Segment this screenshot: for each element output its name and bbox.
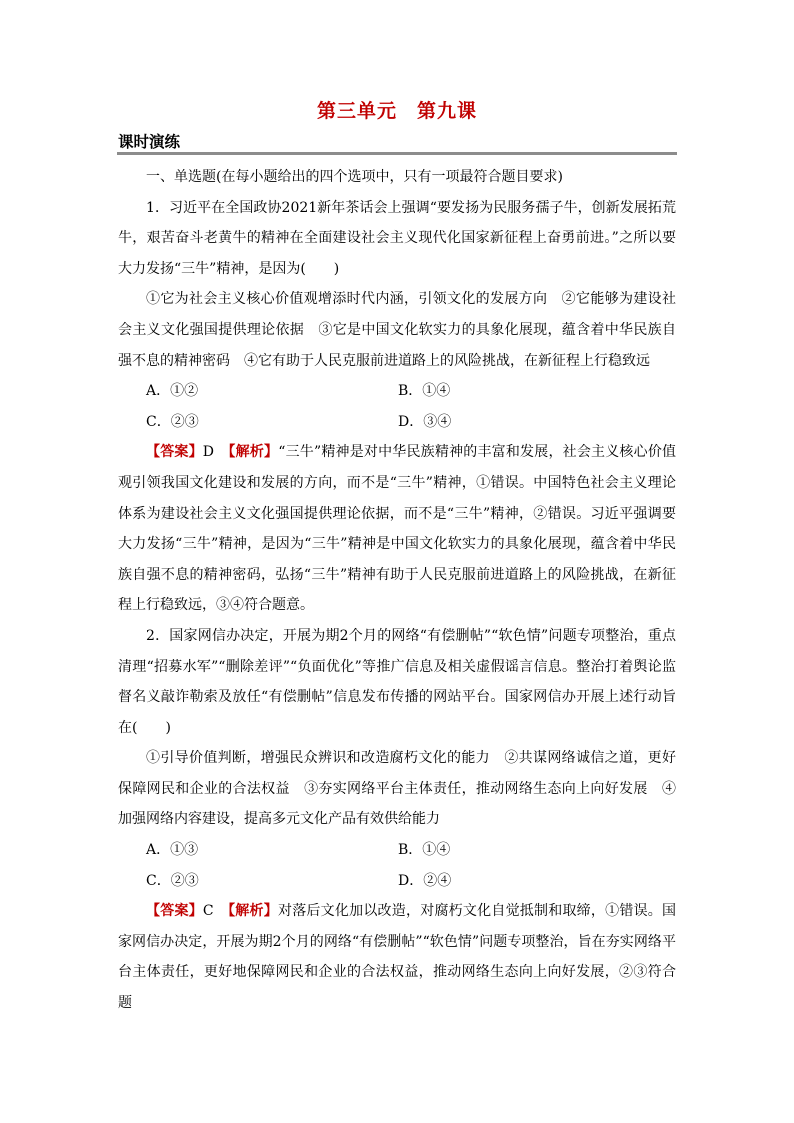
analysis-tag: 【解析】	[228, 444, 279, 461]
option-b: B．①④	[398, 842, 451, 859]
option-row	[118, 866, 676, 897]
option-a: A．①③	[146, 842, 199, 859]
divider	[117, 152, 677, 155]
question-statements: ①它为社会主义核心价值观增添时代内涵，引领文化的发展方向 ②它能够为建设社会主义文化强国提供理论依据 ③它是中国文化软实力的具象化展现，蕴含着中华民族自强不息的精神密码 ④它有助于人民克服前进道路上的风险挑战，在新征程上行稳致远	[118, 291, 676, 369]
question-1	[118, 193, 676, 621]
question-statements: ①引导价值判断，增强民众辨识和改造腐朽文化的能力 ②共谋网络诚信之道，更好保障网民和企业的合法权益 ③夯实网络平台主体责任，推动网络生态向上向好发展 ④加强网络内容建设，提高多元文化产品有效供给能力	[118, 750, 676, 828]
option-a: A．①②	[146, 383, 199, 400]
answer-value: C	[202, 903, 229, 920]
option-row	[118, 407, 676, 438]
instruction: 一、单选题(在每小题给出的四个选项中，只有一项最符合题目要求)	[146, 169, 563, 185]
answer-tag: 【答案】	[146, 903, 203, 920]
analysis-text: “三牛”精神是对中华民族精神的丰富和发展，社会主义核心价值观引领我国文化建设和发展的方向，而不是“三牛”精神，①错误。中国特色社会主义理论体系为建设社会主义文化强国提供理论依据，而不是“三牛”精神，②错误。习近平强调要大力发扬“三牛”精神，是因为“三牛”精神是中国文化软实力的具象化展现，蕴含着中华民族自强不息的精神密码，弘扬“三牛”精神有助于人民克服前进道路上的风险挑战，在新征程上行稳致远，③④符合题意。	[118, 444, 677, 614]
question-list	[118, 162, 676, 1019]
analysis-text: 对落后文化加以改造，对腐朽文化自觉抵制和取缔，①错误。国家网信办决定，开展为期2个月的网络“有偿删帖”“软色情”问题专项整治，旨在夯实网络平台主体责任，更好地保障网民和企业的合法权益，推动网络生态向上向好发展，②③符合题	[118, 903, 677, 1012]
section-heading: 课时演练	[118, 132, 181, 151]
option-b: B．①④	[398, 383, 451, 400]
analysis-tag: 【解析】	[228, 903, 278, 920]
answer-value: D	[202, 444, 229, 461]
question-2	[118, 621, 676, 1019]
option-c: C．②③	[146, 413, 199, 430]
option-row	[118, 835, 676, 866]
option-c: C．②③	[146, 872, 199, 889]
answer-block	[118, 896, 676, 1018]
page-title: 第三单元 第九课	[316, 100, 477, 122]
question-stem: 1．习近平在全国政协2021新年茶话会上强调“要发扬为民服务孺子牛，创新发展拓荒牛，艰苦奋斗老黄牛的精神在全面建设社会主义现代化国家新征程上奋勇前进。”之所以要大力发扬“三牛”精神，是因为( )	[118, 199, 676, 277]
answer-tag: 【答案】	[146, 444, 203, 461]
option-row	[118, 376, 676, 407]
question-stem: 2．国家网信办决定，开展为期2个月的网络“有偿删帖”“软色情”问题专项整治，重点清理“招募水军”“删除差评”“负面优化”等推广信息及相关虚假谣言信息。整治打着舆论监督名义敲诈勒索及放任“有偿删帖”信息发布传播的网站平台。国家网信办开展上述行动旨在( )	[118, 627, 676, 736]
answer-block	[118, 437, 676, 621]
option-d: D．②④	[398, 872, 452, 889]
option-d: D．③④	[398, 413, 452, 430]
